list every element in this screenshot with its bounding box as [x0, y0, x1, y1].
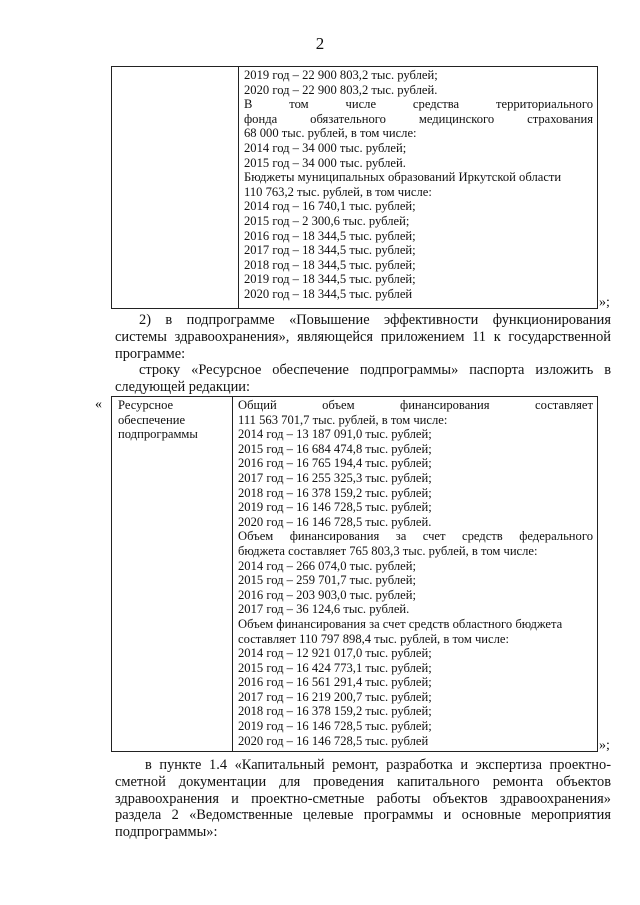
table-line: 2017 год – 36 124,6 тыс. рублей.	[238, 602, 410, 617]
table-line: 2020 год – 16 146 728,5 тыс. рублей.	[238, 514, 432, 529]
row-label-line: обеспечение	[118, 412, 186, 427]
table-line: 2017 год – 16 219 200,7 тыс. рублей;	[238, 689, 432, 704]
table-line: 2014 год – 13 187 091,0 тыс. рублей;	[238, 427, 432, 442]
table-line: Объем финансирования за счет средств областного бюджета	[238, 616, 563, 631]
table-line: фонда обязательного медицинского страхования	[244, 111, 593, 126]
paragraph-line: здравоохранения и проектно-сметные работы объектов здравоохранения»	[115, 790, 611, 807]
paragraph-item-1-4	[115, 757, 611, 841]
row-label-line: Ресурсное	[118, 398, 174, 412]
table-line: 2017 год – 16 255 325,3 тыс. рублей;	[238, 470, 432, 485]
table-line: 2015 год – 2 300,6 тыс. рублей;	[244, 213, 410, 228]
paragraph-line: в пункте 1.4 «Капитальный ремонт, разработка и экспертиза проектно-	[145, 757, 611, 773]
opening-quote-mark: «	[95, 397, 102, 412]
table-line: 2018 год – 18 344,5 тыс. рублей;	[244, 257, 416, 272]
table-line: 2020 год – 18 344,5 тыс. рублей	[244, 286, 413, 301]
table-line: Общий объем финансирования составляет	[238, 398, 593, 412]
table-line: 2019 год – 22 900 803,2 тыс. рублей;	[244, 68, 438, 82]
paragraph-line: сметной документации для проведения капитального ремонта объектов	[115, 773, 611, 790]
closing-quote-mark: »;	[599, 738, 610, 753]
table-line: 68 000 тыс. рублей, в том числе:	[244, 126, 417, 141]
row-label-line: подпрограммы	[118, 427, 198, 442]
table-line: 2016 год – 16 765 194,4 тыс. рублей;	[238, 456, 432, 471]
table-value-cell	[233, 397, 598, 752]
paragraph-line: следующей редакции:	[115, 378, 250, 395]
table-line: 2015 год – 16 424 773,1 тыс. рублей;	[238, 660, 432, 675]
paragraph-line: строку «Ресурсное обеспечение подпрограммы» паспорта изложить в	[139, 362, 611, 378]
table-line: 2014 год – 34 000 тыс. рублей;	[244, 140, 407, 155]
table-line: 2014 год – 12 921 017,0 тыс. рублей;	[238, 646, 432, 661]
table-line: составляет 110 797 898,4 тыс. рублей, в том числе:	[238, 631, 509, 646]
table-label-cell	[112, 397, 233, 752]
page-number: 2	[315, 34, 325, 53]
table-line: 2015 год – 34 000 тыс. рублей.	[244, 155, 406, 170]
resource-provision-table	[111, 396, 598, 752]
paragraph-instruction	[115, 362, 611, 396]
paragraph-line: 2) в подпрограмме «Повышение эффективности функционирования	[139, 312, 611, 328]
table-line: 110 763,2 тыс. рублей, в том числе:	[244, 184, 432, 199]
table-line: 2017 год – 18 344,5 тыс. рублей;	[244, 243, 416, 258]
table-line: 2019 год – 16 146 728,5 тыс. рублей;	[238, 500, 432, 515]
table-line: Объем финансирования за счет средств федерального	[238, 529, 593, 544]
table-line: 2020 год – 22 900 803,2 тыс. рублей.	[244, 82, 438, 97]
table-line: 2014 год – 16 740,1 тыс. рублей;	[244, 199, 416, 214]
table-line: 2015 год – 16 684 474,8 тыс. рублей;	[238, 441, 432, 456]
table-line: 2016 год – 18 344,5 тыс. рублей;	[244, 228, 416, 243]
table-line: бюджета составляет 765 803,3 тыс. рублей, в том числе:	[238, 543, 538, 558]
paragraph-line: раздела 2 «Ведомственные целевые программы и основные мероприятия	[115, 807, 611, 824]
funding-table-continuation	[111, 66, 598, 309]
paragraph-subprogram	[115, 312, 611, 362]
table-line: 2019 год – 16 146 728,5 тыс. рублей;	[238, 719, 432, 734]
table-line: 2018 год – 16 378 159,2 тыс. рублей;	[238, 485, 432, 500]
table-value-cell	[239, 67, 598, 309]
table-line: Бюджеты муниципальных образований Иркутской области	[244, 170, 562, 185]
table-line: 2019 год – 18 344,5 тыс. рублей;	[244, 272, 416, 287]
table-line: 2018 год – 16 378 159,2 тыс. рублей;	[238, 704, 432, 719]
table-line: 2014 год – 266 074,0 тыс. рублей;	[238, 558, 416, 573]
table-line: 2020 год – 16 146 728,5 тыс. рублей	[238, 733, 429, 748]
table-line: 111 563 701,7 тыс. рублей, в том числе:	[238, 412, 448, 427]
paragraph-line: системы здравоохранения», являющейся приложением 11 к государственной	[115, 328, 611, 345]
paragraph-line: подпрограммы»:	[115, 824, 218, 841]
table-label-cell-empty	[112, 67, 239, 309]
paragraph-line: программе:	[115, 345, 186, 362]
table-line: 2016 год – 16 561 291,4 тыс. рублей;	[238, 675, 432, 690]
table-line: В том числе средства территориального	[244, 97, 593, 112]
closing-quote-mark: »;	[599, 295, 610, 310]
table-line: 2016 год – 203 903,0 тыс. рублей;	[238, 587, 416, 602]
table-line: 2015 год – 259 701,7 тыс. рублей;	[238, 573, 416, 588]
